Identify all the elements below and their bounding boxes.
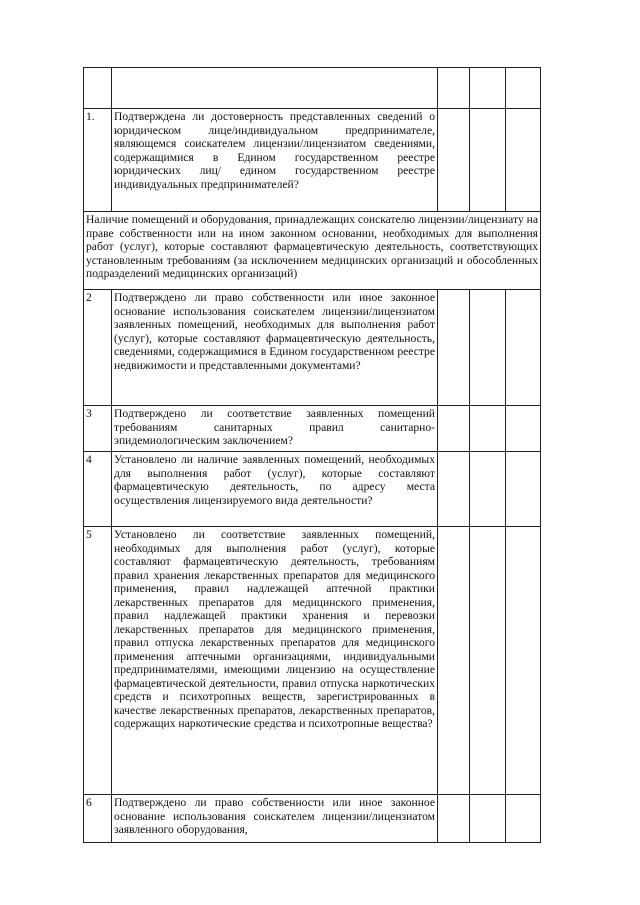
- question-text: Подтверждено ли право собственности или иное законное основание использования соискателем лицензии/лицензиатом заявленных помещений, необходимых для выполнения работ (услуг), которые составляют фармацевтическую деятельность, сведениями, содержащимися в Едином государственном реестре недвижимости и представленными документами?: [112, 290, 438, 406]
- row-number: [84, 68, 112, 109]
- answer-yes-cell[interactable]: [438, 68, 470, 109]
- answer-na-cell[interactable]: [506, 290, 541, 406]
- answer-yes-cell[interactable]: [438, 406, 470, 452]
- question-text: Подтверждено ли соответствие заявленных помещений требованиям санитарных правил санитарно-эпидемиологическим заключением?: [112, 406, 438, 452]
- table-row: [84, 406, 541, 452]
- table-row: [84, 527, 541, 795]
- answer-yes-cell[interactable]: [438, 452, 470, 527]
- answer-yes-cell[interactable]: [438, 795, 470, 843]
- answer-yes-cell[interactable]: [438, 290, 470, 406]
- table-row-blank: [84, 68, 541, 109]
- question-text: Установлено ли наличие заявленных помещений, необходимых для выполнения работ (услуг), которые составляют фармацевтическую деятельность, по адресу места осуществления лицензируемого вида деятельности?: [112, 452, 438, 527]
- answer-yes-cell[interactable]: [438, 109, 470, 212]
- answer-no-cell[interactable]: [470, 109, 506, 212]
- answer-no-cell[interactable]: [470, 68, 506, 109]
- answer-na-cell[interactable]: [506, 406, 541, 452]
- answer-na-cell[interactable]: [506, 527, 541, 795]
- row-number: 4: [84, 452, 112, 527]
- answer-no-cell[interactable]: [470, 527, 506, 795]
- row-number: 1.: [84, 109, 112, 212]
- row-number: 3: [84, 406, 112, 452]
- table-row: [84, 109, 541, 212]
- inspection-checklist-table: [83, 67, 541, 843]
- section-header-row: [84, 212, 541, 290]
- answer-na-cell[interactable]: [506, 452, 541, 527]
- table-row: [84, 452, 541, 527]
- section-heading: Наличие помещений и оборудования, принадлежащих соискателю лицензии/лицензиату на праве собственности или на ином законном основании, необходимых для выполнения работ (услуг), которые составляют фармацевтическую деятельность, соответствующих установленным требованиям (за исключением медицинских организаций и обособленных подразделений медицинских организаций): [84, 212, 541, 290]
- table-row: [84, 290, 541, 406]
- answer-na-cell[interactable]: [506, 795, 541, 843]
- answer-no-cell[interactable]: [470, 406, 506, 452]
- row-number: 5: [84, 527, 112, 795]
- row-number: 2: [84, 290, 112, 406]
- question-text: Подтверждено ли право собственности или иное законное основание использования соискателем лицензии/лицензиатом заявленного оборудования,: [112, 795, 438, 843]
- question-text: Подтверждена ли достоверность представленных сведений о юридическом лице/индивидуальном предпринимателе, являющемся соискателем лицензии/лицензиатом сведениями, содержащимися в Едином государственном реестре юридических лиц/ едином государственном реестре индивидуальных предпринимателей?: [112, 109, 438, 212]
- answer-na-cell[interactable]: [506, 68, 541, 109]
- answer-no-cell[interactable]: [470, 452, 506, 527]
- table-row: [84, 795, 541, 843]
- answer-no-cell[interactable]: [470, 290, 506, 406]
- question-text: Установлено ли соответствие заявленных помещений, необходимых для выполнения работ (услуг), которые составляют фармацевтическую деятельность, требованиям правил хранения лекарственных препаратов для медицинского применения, правил надлежащей аптечной практики лекарственных препаратов для медицинского применения, правил надлежащей практики хранения и перевозки лекарственных препаратов для медицинского применения, правил отпуска лекарственных препаратов для медицинского применения аптечными организациями, индивидуальными предпринимателями, имеющими лицензию на осуществление фармацевтической деятельности, правил отпуска наркотических средств и психотропных веществ, зарегистрированных в качестве лекарственных препаратов, лекарственных препаратов, содержащих наркотические средства и психотропные вещества?: [112, 527, 438, 795]
- answer-na-cell[interactable]: [506, 109, 541, 212]
- answer-yes-cell[interactable]: [438, 527, 470, 795]
- question-text: [112, 68, 438, 109]
- answer-no-cell[interactable]: [470, 795, 506, 843]
- row-number: 6: [84, 795, 112, 843]
